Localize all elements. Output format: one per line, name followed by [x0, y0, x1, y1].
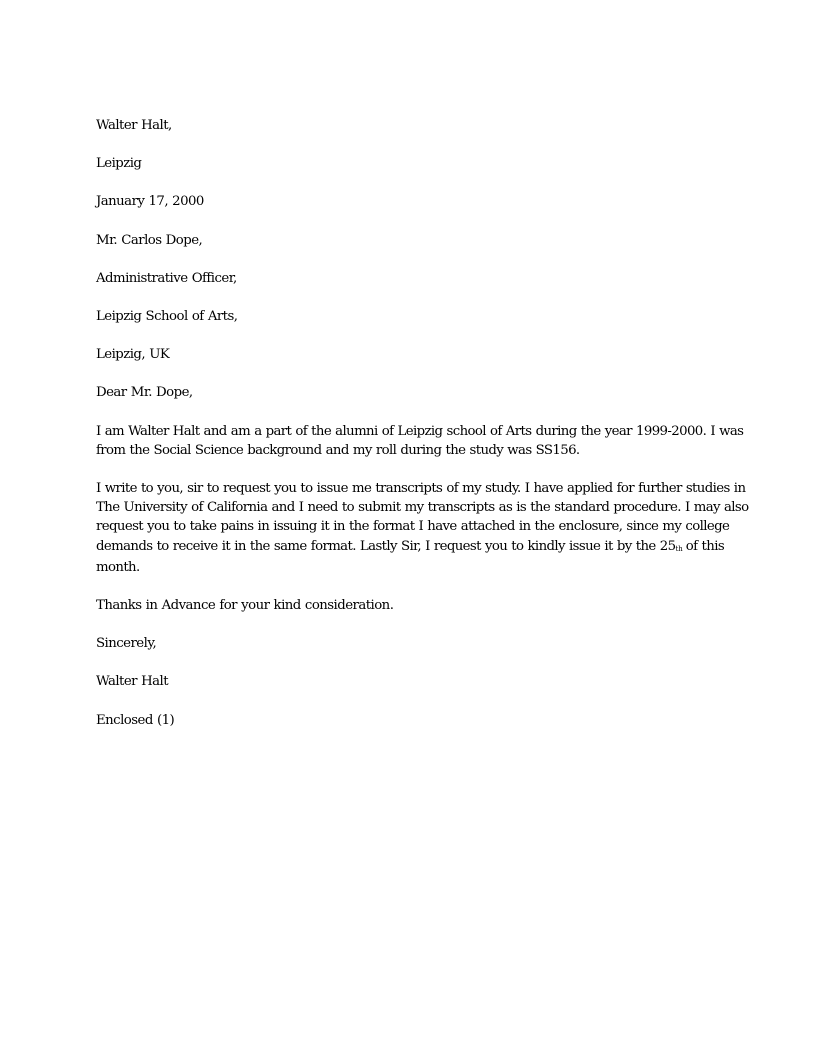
deadline-text-end: of this [685, 538, 725, 554]
paragraph-line: request you to take pains in issuing it in the format I have attached in the enclosure, since my college [96, 519, 730, 535]
salutation: Dear Mr. Dope, [96, 385, 193, 401]
paragraph-line [96, 537, 725, 558]
signature: Walter Halt [96, 674, 169, 690]
sender-name: Walter Halt, [96, 118, 172, 133]
recipient-organization: Leipzig School of Arts, [96, 309, 238, 325]
thanks-line: Thanks in Advance for your kind consideration. [96, 598, 394, 614]
ordinal-suffix: th [675, 544, 683, 553]
letter-date: January 17, 2000 [96, 194, 204, 210]
deadline-text: demands to receive it in the same format. Lastly Sir, I request you to kindly issue it by the 25 [96, 538, 676, 554]
paragraph-line: The University of California and I need to submit my transcripts as is the standard procedure. I may also [96, 500, 749, 516]
paragraph-line: I write to you, sir to request you to issue me transcripts of my study. I have applied for further studies in [96, 481, 746, 497]
paragraph-line: month. [96, 559, 140, 575]
recipient-name: Mr. Carlos Dope, [96, 232, 203, 248]
recipient-title: Administrative Officer, [96, 270, 237, 286]
closing: Sincerely, [96, 636, 157, 652]
enclosure-note: Enclosed (1) [96, 712, 175, 728]
paragraph-request [96, 479, 749, 577]
sender-city: Leipzig [96, 156, 142, 172]
paragraph-line: from the Social Science background and my roll during the study was SS156. [96, 442, 580, 458]
letter-body [96, 116, 749, 749]
paragraph-introduction [96, 422, 744, 460]
recipient-location: Leipzig, UK [96, 347, 170, 363]
paragraph-line: I am Walter Halt and am a part of the alumni of Leipzig school of Arts during the year 1999-2000. I was [96, 423, 744, 439]
